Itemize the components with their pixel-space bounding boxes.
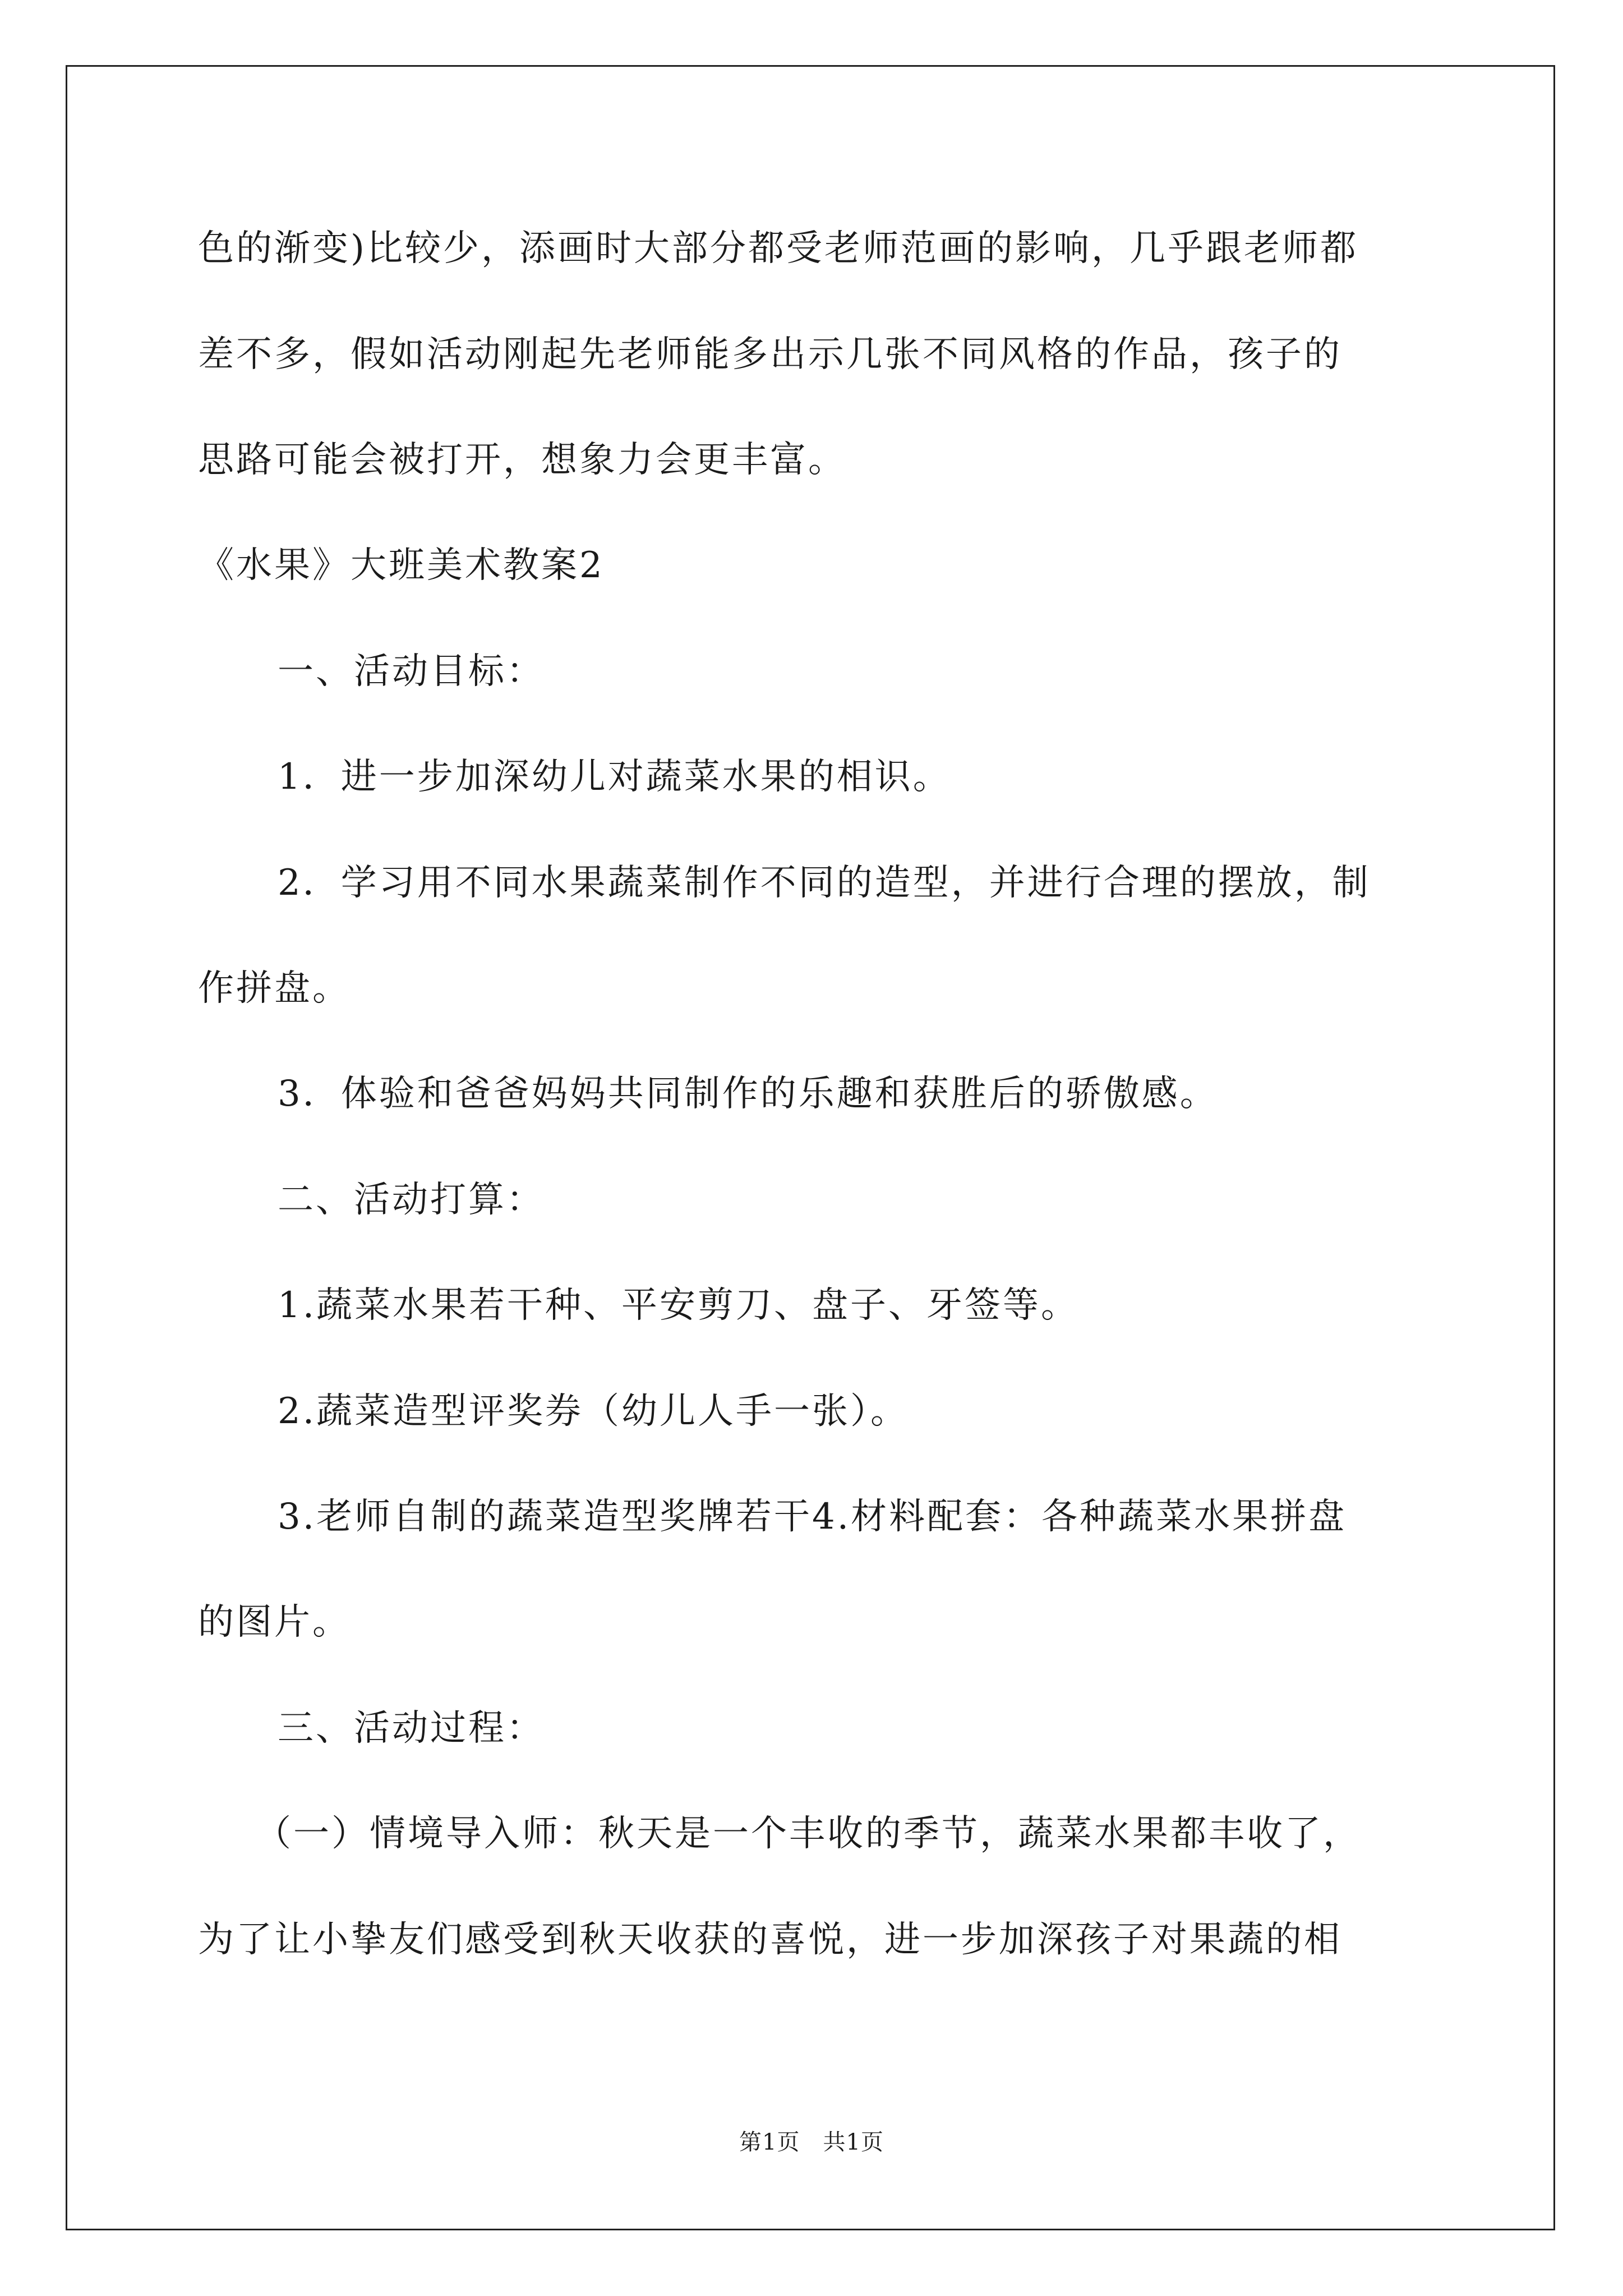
text-line: 差不多，假如活动刚起先老师能多出示几张不同风格的作品，孩子的: [198, 334, 1342, 375]
page-border: [66, 65, 1555, 2230]
section-heading: 三、活动过程：: [278, 1708, 545, 1749]
list-item: 2.蔬菜造型评奖券（幼儿人手一张）。: [278, 1391, 909, 1432]
text-line: 的图片。: [198, 1602, 351, 1643]
list-item: 3.老师自制的蔬菜造型奖牌若干4.材料配套：各种蔬菜水果拼盘: [278, 1496, 1347, 1538]
text-line: （一）情境导入师：秋天是一个丰收的季节，蔬菜水果都丰收了，: [255, 1813, 1361, 1855]
text-line: 作拼盘。: [198, 968, 351, 1009]
list-item: 1．进一步加深幼儿对蔬菜水果的相识。: [278, 756, 951, 798]
list-item: 2．学习用不同水果蔬菜制作不同的造型，并进行合理的摆放，制: [278, 862, 1371, 904]
section-heading: 一、活动目标：: [278, 651, 545, 692]
list-item: 1.蔬菜水果若干种、平安剪刀、盘子、牙签等。: [278, 1285, 1080, 1326]
section-heading: 二、活动打算：: [278, 1179, 545, 1221]
text-line: 为了让小挚友们感受到秋天收获的喜悦，进一步加深孩子对果蔬的相: [198, 1919, 1342, 1961]
text-line: 思路可能会被打开，想象力会更丰富。: [198, 439, 846, 481]
text-line: 色的渐变)比较少，添画时大部分都受老师范画的影响，几乎跟老师都: [198, 228, 1358, 269]
list-item: 3．体验和爸爸妈妈共同制作的乐趣和获胜后的骄傲感。: [278, 1073, 1218, 1115]
section-title: 《水果》大班美术教案2: [198, 545, 605, 586]
page-footer: 第1页 共1页: [739, 2129, 884, 2155]
